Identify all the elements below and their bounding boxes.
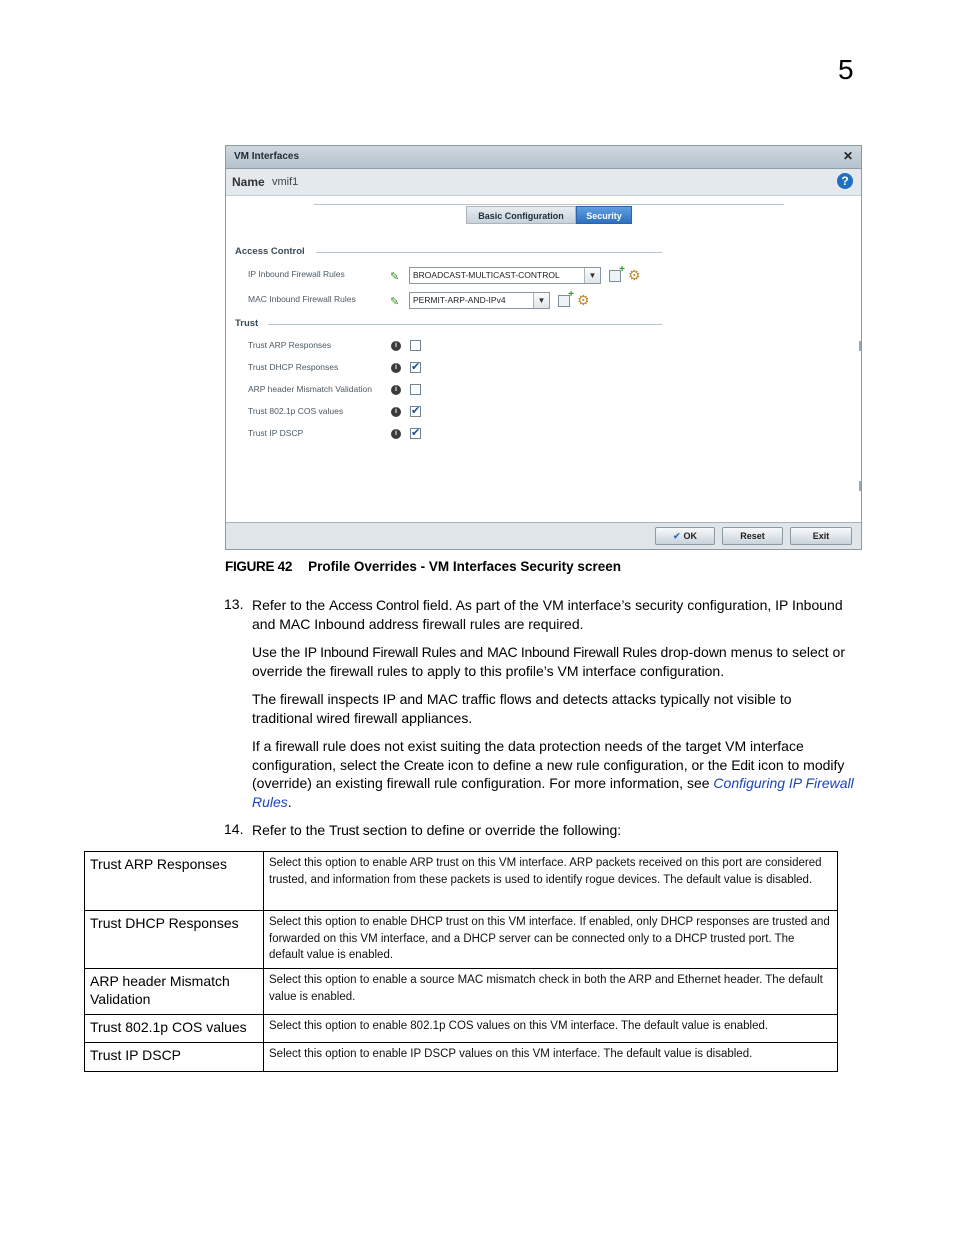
table-term: ARP header Mismatch Validation <box>85 969 264 1015</box>
text: icon to define a new rule configuration, or the <box>444 756 732 773</box>
info-icon: i <box>391 341 401 351</box>
ok-button[interactable] <box>655 527 715 545</box>
ui-term-edit: Edit <box>731 756 755 773</box>
text: . <box>287 793 292 810</box>
text: section to define or override the following: <box>358 822 622 838</box>
name-value: vmif1 <box>272 176 299 188</box>
dialog-titlebar <box>226 146 861 169</box>
mac-inbound-firewall-rules-value: PERMIT-ARP-AND-IPv4 <box>413 295 506 305</box>
table-row <box>85 852 838 911</box>
trust-arp-responses-label: Trust ARP Responses <box>248 340 332 350</box>
trust-dhcp-responses-checkbox[interactable] <box>410 362 421 373</box>
ok-button-label: OK <box>683 531 698 541</box>
text: icon to modify (override) an existing firewall rule configuration. For more information, see <box>252 756 845 792</box>
info-icon: i <box>391 429 401 439</box>
mac-inbound-firewall-rules-select[interactable] <box>409 292 550 309</box>
dialog-title: VM Interfaces <box>234 151 300 162</box>
table-term: Trust DHCP Responses <box>85 911 264 969</box>
create-icon[interactable] <box>558 295 570 307</box>
tab-security[interactable]: Security <box>576 206 632 224</box>
trust-heading: Trust <box>235 318 259 329</box>
step-13-paragraph <box>252 596 852 633</box>
step-number: 14. <box>224 821 244 837</box>
step-number: 13. <box>224 596 244 612</box>
trust-arp-responses-checkbox[interactable] <box>410 340 421 351</box>
gear-icon[interactable]: ⚙ <box>577 292 590 308</box>
info-icon: i <box>391 385 401 395</box>
access-control-divider <box>316 252 662 253</box>
table-row <box>85 1043 838 1072</box>
vm-interfaces-dialog-screenshot <box>225 145 862 550</box>
text: Refer to the <box>252 597 330 613</box>
edit-pencil-icon[interactable]: ✎ <box>390 296 400 308</box>
text: field. As part of the VM interface’s security configuration, IP Inbound and MAC Inbound address firewall rules are required. <box>252 597 843 632</box>
edit-pencil-icon[interactable]: ✎ <box>390 271 400 283</box>
help-icon[interactable]: ? <box>837 173 853 189</box>
scrollbar[interactable] <box>859 481 861 491</box>
gear-icon[interactable]: ⚙ <box>628 267 641 283</box>
create-icon[interactable] <box>609 270 621 282</box>
dialog-footer <box>226 522 861 549</box>
access-control-heading: Access Control <box>235 246 305 257</box>
firewall-paragraph: The firewall inspects IP and MAC traffic flows and detects attacks typically not visible to traditional wired firewall appliances. <box>252 691 792 726</box>
text: If a firewall rule does not exist suiting the data protection needs of the target VM interface configuration, select the <box>252 738 804 773</box>
ui-term-mac-inbound: MAC Inbound Firewall Rules <box>487 644 657 660</box>
ui-term-access-control: Access Control <box>329 597 419 613</box>
close-icon[interactable]: ✕ <box>842 149 853 163</box>
ip-inbound-firewall-rules-value: BROADCAST-MULTICAST-CONTROL <box>413 270 560 280</box>
create-edit-paragraph <box>252 737 872 811</box>
table-term: Trust ARP Responses <box>85 852 264 911</box>
tab-basic-configuration[interactable]: Basic Configuration <box>466 206 576 224</box>
mac-inbound-firewall-rules-label: MAC Inbound Firewall Rules <box>248 294 356 304</box>
ui-term-ip-inbound: IP Inbound Firewall Rules <box>304 644 456 660</box>
ip-inbound-firewall-rules-select[interactable] <box>409 267 601 284</box>
text: Refer to the <box>252 822 330 838</box>
trust-divider <box>268 324 662 325</box>
table-row <box>85 969 838 1015</box>
trust-8021p-cos-values-checkbox[interactable] <box>410 406 421 417</box>
table-description: Select this option to enable IP DSCP values on this VM interface. The default value is disabled. <box>264 1043 838 1072</box>
figure-number: FIGURE 42 <box>225 559 293 574</box>
chevron-down-icon[interactable]: ▼ <box>533 293 549 308</box>
trust-ip-dscp-label: Trust IP DSCP <box>248 428 304 438</box>
chapter-number: 5 <box>838 54 854 85</box>
ui-term-create: Create <box>403 756 444 773</box>
arp-header-mismatch-validation-checkbox[interactable] <box>410 384 421 395</box>
trust-options-table <box>84 851 838 1072</box>
text: drop-down menus to select or override the firewall rules to apply to this profile’s VM interface configuration. <box>252 644 845 679</box>
figure-caption <box>225 559 621 574</box>
trust-dhcp-responses-label: Trust DHCP Responses <box>248 362 339 372</box>
name-label: Name <box>232 175 265 189</box>
text: Use the <box>252 644 305 660</box>
info-icon: i <box>391 363 401 373</box>
dropdown-paragraph <box>252 643 874 680</box>
table-description: Select this option to enable ARP trust on this VM interface. ARP packets received on this port are considered trusted, and information from these packets is used to identify rogue devices. The default value is disabled. <box>264 852 838 911</box>
table-description: Select this option to enable 802.1p COS values on this VM interface. The default value is enabled. <box>264 1015 838 1043</box>
ip-inbound-firewall-rules-label: IP Inbound Firewall Rules <box>248 269 345 279</box>
table-description: Select this option to enable a source MAC mismatch check in both the ARP and Ethernet header. The default value is enabled. <box>264 969 838 1015</box>
table-row <box>85 1015 838 1043</box>
reset-button[interactable]: Reset <box>722 527 783 545</box>
table-row <box>85 911 838 969</box>
chevron-down-icon[interactable]: ▼ <box>584 268 600 283</box>
table-description: Select this option to enable DHCP trust on this VM interface. If enabled, only DHCP responses are trusted and forwarded on this VM interface, and a DHCP server can be connected only to a DHCP trusted port. The default value is enabled. <box>264 911 838 969</box>
scrollbar[interactable] <box>859 341 861 351</box>
arp-header-mismatch-validation-label: ARP header Mismatch Validation <box>248 384 372 394</box>
figure-title: Profile Overrides - VM Interfaces Security screen <box>308 559 621 574</box>
trust-ip-dscp-checkbox[interactable] <box>410 428 421 439</box>
exit-button[interactable]: Exit <box>790 527 852 545</box>
table-term: Trust 802.1p COS values <box>85 1015 264 1043</box>
ok-icon: ✔ <box>672 531 681 541</box>
name-bar <box>226 169 861 196</box>
text: and <box>455 644 488 660</box>
tab-divider <box>314 204 784 205</box>
step-14-paragraph <box>252 821 852 840</box>
trust-8021p-cos-values-label: Trust 802.1p COS values <box>248 406 344 416</box>
info-icon: i <box>391 407 401 417</box>
ui-term-trust: Trust <box>329 822 359 838</box>
table-term: Trust IP DSCP <box>85 1043 264 1072</box>
configuring-ip-firewall-rules-link[interactable]: Configuring IP Firewall Rules <box>252 775 854 810</box>
